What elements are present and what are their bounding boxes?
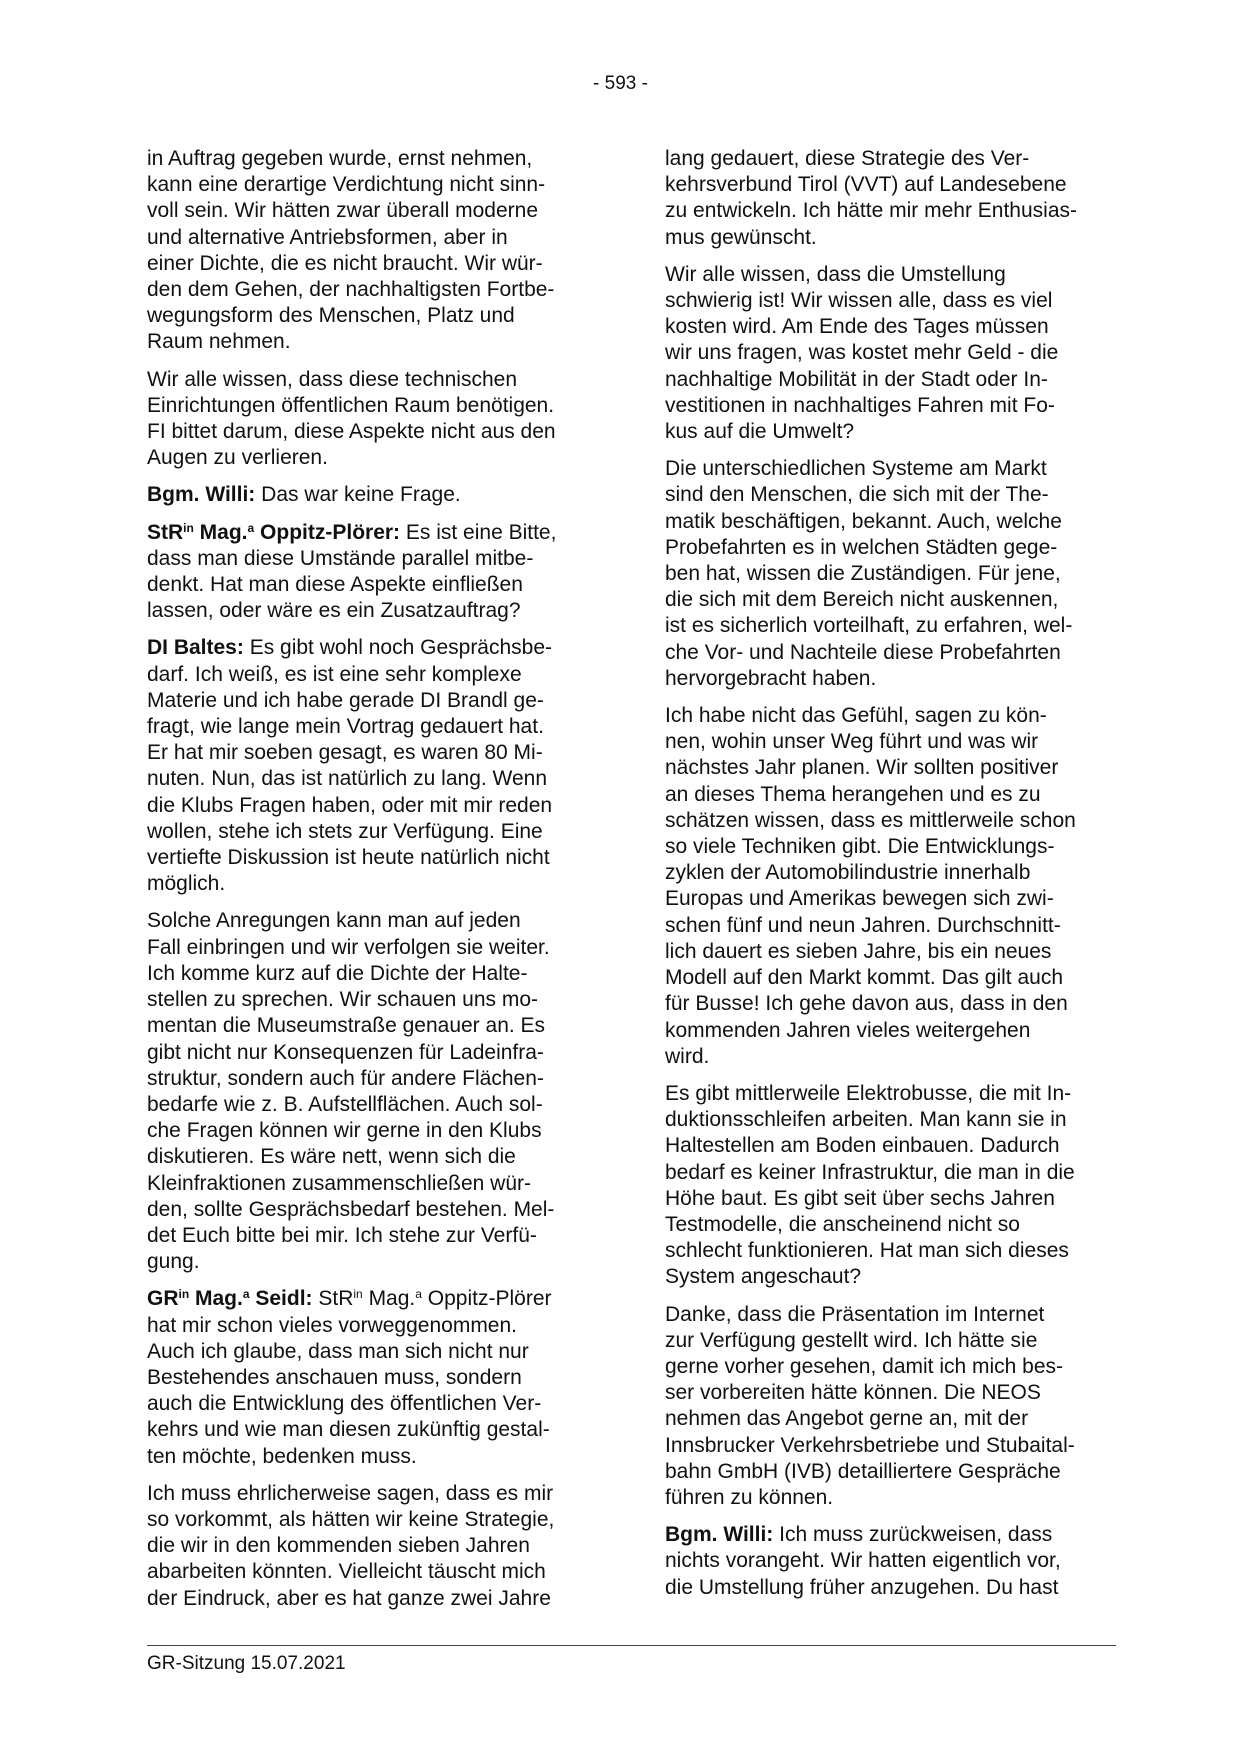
text-line: dass man diese Umstände parallel mitbe-	[147, 546, 534, 570]
text-line: nen, wohin unser Weg führt und was wir	[665, 730, 1039, 754]
text-line: Es gibt mittlerweile Elektrobusse, die mit In-	[665, 1081, 1072, 1105]
text-line: so vorkommt, als hätten wir keine Strategie,	[147, 1507, 555, 1531]
text-line: Ich komme kurz auf die Dichte der Halte-	[147, 961, 528, 985]
text-line: Einrichtungen öffentlichen Raum benötigen.	[147, 393, 555, 417]
text-line: kommenden Jahren vieles weitergehen	[665, 1018, 1031, 1042]
text-line: Die unterschiedlichen Systeme am Markt	[665, 457, 1047, 481]
text-line: diskutieren. Es wäre nett, wenn sich die	[147, 1145, 516, 1169]
text-line: Innsbrucker Verkehrsbetriebe und Stubaital-	[665, 1433, 1075, 1457]
text-line: schätzen wissen, dass es mittlerweile schon	[665, 808, 1076, 832]
text-line: nichts vorangeht. Wir hatten eigentlich vor,	[665, 1549, 1061, 1573]
text-line: duktionsschleifen arbeiten. Man kann sie in	[665, 1108, 1067, 1132]
text-line: vertiefte Diskussion ist heute natürlich nicht	[147, 846, 550, 870]
paragraph	[665, 703, 1117, 1070]
text-line: die Klubs Fragen haben, oder mit mir reden	[147, 793, 553, 817]
paragraph	[147, 482, 599, 508]
speaker-name: Bgm. Willi:	[665, 1523, 774, 1547]
text-line: Auch ich glaube, dass man sich nicht nur	[147, 1339, 529, 1363]
text-line: Materie und ich habe gerade DI Brandl ge-	[147, 688, 544, 712]
text-line: die Umstellung früher anzugehen. Du hast	[665, 1575, 1059, 1599]
paragraph	[147, 1481, 599, 1612]
text-line: ten möchte, bedenken muss.	[147, 1444, 417, 1468]
text-line: den, sollte Gesprächsbedarf bestehen. Mel-	[147, 1197, 555, 1221]
text-line: möglich.	[147, 872, 226, 896]
text-line: stellen zu sprechen. Wir schauen uns mo-	[147, 988, 539, 1012]
text-line: fragt, wie lange mein Vortrag gedauert hat.	[147, 715, 544, 739]
text-line: der Eindruck, aber es hat ganze zwei Jahre	[147, 1586, 551, 1610]
text-line: wollen, stehe ich stets zur Verfügung. Eine	[147, 819, 543, 843]
text-line: sind den Menschen, die sich mit der The-	[665, 483, 1049, 507]
text-line: hat mir schon vieles vorweggenommen.	[147, 1313, 518, 1337]
text-line: gibt nicht nur Konsequenzen für Ladeinfra-	[147, 1040, 544, 1064]
text-line: lich dauert es sieben Jahre, bis ein neues	[665, 939, 1052, 963]
inline-name: StR$^{in}$ Mag.$^a$ Oppitz-Plörer	[312, 1287, 552, 1311]
text-line: schen fünf und neun Jahren. Durchschnitt-	[665, 913, 1061, 937]
text-line: mentan die Museumstraße genauer an. Es	[147, 1014, 546, 1038]
text-line: Modell auf den Markt kommt. Das gilt auch	[665, 966, 1063, 990]
paragraph	[147, 1286, 599, 1469]
text-line: Testmodelle, die anscheinend nicht so	[665, 1212, 1020, 1236]
text-line: ser vorbereiten hätte können. Die NEOS	[665, 1381, 1041, 1405]
text-line: Probefahrten es in welchen Städten gege-	[665, 535, 1058, 559]
text-line: schlecht funktionieren. Hat man sich dieses	[665, 1239, 1069, 1263]
text-line: bedarfe wie z. B. Aufstellflächen. Auch sol-	[147, 1092, 543, 1116]
text-line	[147, 1286, 599, 1312]
text-line: che Fragen können wir gerne in den Klubs	[147, 1119, 542, 1143]
paragraph	[665, 262, 1117, 445]
text-line: FI bittet darum, diese Aspekte nicht aus den	[147, 420, 556, 444]
text-line: denkt. Hat man diese Aspekte einfließen	[147, 573, 523, 597]
text-line: den dem Gehen, der nachhaltigsten Fortbe-	[147, 278, 555, 302]
paragraph	[665, 1522, 1117, 1601]
text-line: wird.	[665, 1044, 710, 1068]
text-line: gung.	[147, 1250, 200, 1274]
text-line: nehmen das Angebot gerne an, mit der	[665, 1407, 1029, 1431]
text-line: vestitionen in nachhaltiges Fahren mit Fo-	[665, 393, 1055, 417]
text-line: die sich mit dem Bereich nicht auskennen,	[665, 588, 1059, 612]
paragraph	[665, 146, 1117, 251]
text-line: einer Dichte, die es nicht braucht. Wir wür-	[147, 251, 543, 275]
text-line: kehrsverbund Tirol (VVT) auf Landesebene	[665, 173, 1067, 197]
text-line: kehrs und wie man diesen zukünftig gestal-	[147, 1418, 550, 1442]
speaker-name: StR$^{in}$ Mag.$^a$ Oppitz-Plörer:	[147, 520, 401, 544]
text-line: bahn GmbH (IVB) detailliertere Gespräche	[665, 1459, 1061, 1483]
text-line: Ich muss ehrlicherweise sagen, dass es mir	[147, 1481, 554, 1505]
text-line: Fall einbringen und wir verfolgen sie weiter.	[147, 935, 550, 959]
text-line: für Busse! Ich gehe davon aus, dass in den	[665, 992, 1068, 1016]
paragraph	[147, 146, 599, 356]
paragraph	[147, 520, 599, 625]
footer-session-date: GR-Sitzung 15.07.2021	[147, 1653, 346, 1674]
text-line: Bgm. Willi: Ich muss zurückweisen, dass	[665, 1523, 1053, 1547]
text-line: Danke, dass die Präsentation im Internet	[665, 1302, 1045, 1326]
text-line: an dieses Thema herangehen und es zu	[665, 782, 1041, 806]
text-line: DI Baltes: Es gibt wohl noch Gesprächsbe-	[147, 636, 553, 660]
text-line: Kleinfraktionen zusammenschließen wür-	[147, 1171, 531, 1195]
paragraph	[665, 1302, 1117, 1512]
paragraph	[147, 908, 599, 1275]
text-line: auch die Entwicklung des öffentlichen Ver-	[147, 1392, 542, 1416]
text-line: det Euch bitte bei mir. Ich stehe zur Verfü-	[147, 1223, 537, 1247]
speaker-name: Bgm. Willi:	[147, 483, 256, 507]
text-line: wegungsform des Menschen, Platz und	[147, 304, 515, 328]
speaker-name: $GR^{in}$ Mag.$^a$ Seidl:	[147, 1287, 313, 1311]
text-line: che Vor- und Nachteile diese Probefahrten	[665, 640, 1061, 664]
text-line: Wir alle wissen, dass die Umstellung	[665, 262, 1006, 286]
text-line: Augen zu verlieren.	[147, 446, 328, 470]
text-line: voll sein. Wir hätten zwar überall moderne	[147, 199, 539, 223]
text-line: Er hat mir soeben gesagt, es waren 80 Mi-	[147, 741, 543, 765]
text-line: zur Verfügung gestellt wird. Ich hätte sie	[665, 1328, 1038, 1352]
text-line: kosten wird. Am Ende des Tages müssen	[665, 315, 1049, 339]
text-line: mus gewünscht.	[665, 225, 817, 249]
text-line: zu entwickeln. Ich hätte mir mehr Enthusias-	[665, 199, 1078, 223]
text-line: Bestehendes anschauen muss, sondern	[147, 1365, 522, 1389]
text-line: System angeschaut?	[665, 1265, 862, 1289]
speaker-name: DI Baltes:	[147, 636, 244, 660]
text-line: darf. Ich weiß, es ist eine sehr komplexe	[147, 662, 522, 686]
text-line: lassen, oder wäre es ein Zusatzauftrag?	[147, 599, 521, 623]
text-line: nächstes Jahr planen. Wir sollten positiver	[665, 756, 1059, 780]
text-line: Haltestellen am Boden einbauen. Dadurch	[665, 1134, 1060, 1158]
text-line: ist es sicherlich vorteilhaft, zu erfahren, wel-	[665, 614, 1073, 638]
text-line: nuten. Nun, das ist natürlich zu lang. Wenn	[147, 767, 548, 791]
text-line: kus auf die Umwelt?	[665, 420, 855, 444]
text-line: führen zu können.	[665, 1485, 834, 1509]
text-line: und alternative Antriebsformen, aber in	[147, 225, 508, 249]
paragraph	[665, 456, 1117, 692]
footer-divider	[147, 1645, 1116, 1646]
text-line: in Auftrag gegeben wurde, ernst nehmen,	[147, 147, 533, 170]
text-line: Solche Anregungen kann man auf jeden	[147, 909, 521, 933]
text-line: wir uns fragen, was kostet mehr Geld - die	[665, 341, 1059, 365]
text-line: nachhaltige Mobilität in der Stadt oder In-	[665, 367, 1048, 391]
page-number: - 593 -	[593, 73, 648, 94]
text-line: ben hat, wissen die Zuständigen. Für jene,	[665, 562, 1061, 586]
paragraph	[147, 367, 599, 472]
text-line: struktur, sondern auch für andere Flächen-	[147, 1066, 544, 1090]
text-line: StR$^{in}$ Mag.$^a$ Oppitz-Plörer: Es ist eine Bitte,	[147, 520, 557, 544]
text-line: hervorgebracht haben.	[665, 666, 877, 690]
text-line: bedarf es keiner Infrastruktur, die man in die	[665, 1160, 1075, 1184]
text-line: Raum nehmen.	[147, 330, 291, 354]
text-line: schwierig ist! Wir wissen alle, dass es viel	[665, 289, 1053, 313]
right-column	[665, 146, 1117, 1612]
text-line: die wir in den kommenden sieben Jahren	[147, 1534, 530, 1558]
left-column	[147, 146, 599, 1623]
text-line: Europas und Amerikas bewegen sich zwi-	[665, 887, 1054, 911]
text-line: zyklen der Automobilindustrie innerhalb	[665, 861, 1031, 885]
paragraph	[147, 635, 599, 897]
text-line: Ich habe nicht das Gefühl, sagen zu kön-	[665, 704, 1047, 728]
text-line: so viele Techniken gibt. Die Entwicklungs-	[665, 835, 1055, 859]
text-line: gerne vorher gesehen, damit ich mich bes-	[665, 1354, 1064, 1378]
text-line: Höhe baut. Es gibt seit über sechs Jahren	[665, 1186, 1055, 1210]
text-line: Bgm. Willi: Das war keine Frage.	[147, 483, 461, 507]
text-line: Wir alle wissen, dass diese technischen	[147, 367, 518, 391]
text-line: abarbeiten könnten. Vielleicht täuscht mich	[147, 1560, 546, 1584]
text-line: lang gedauert, diese Strategie des Ver-	[665, 147, 1030, 170]
paragraph	[665, 1081, 1117, 1291]
text-line: matik beschäftigen, bekannt. Auch, welche	[665, 509, 1062, 533]
text-line: kann eine derartige Verdichtung nicht sinn-	[147, 173, 546, 197]
